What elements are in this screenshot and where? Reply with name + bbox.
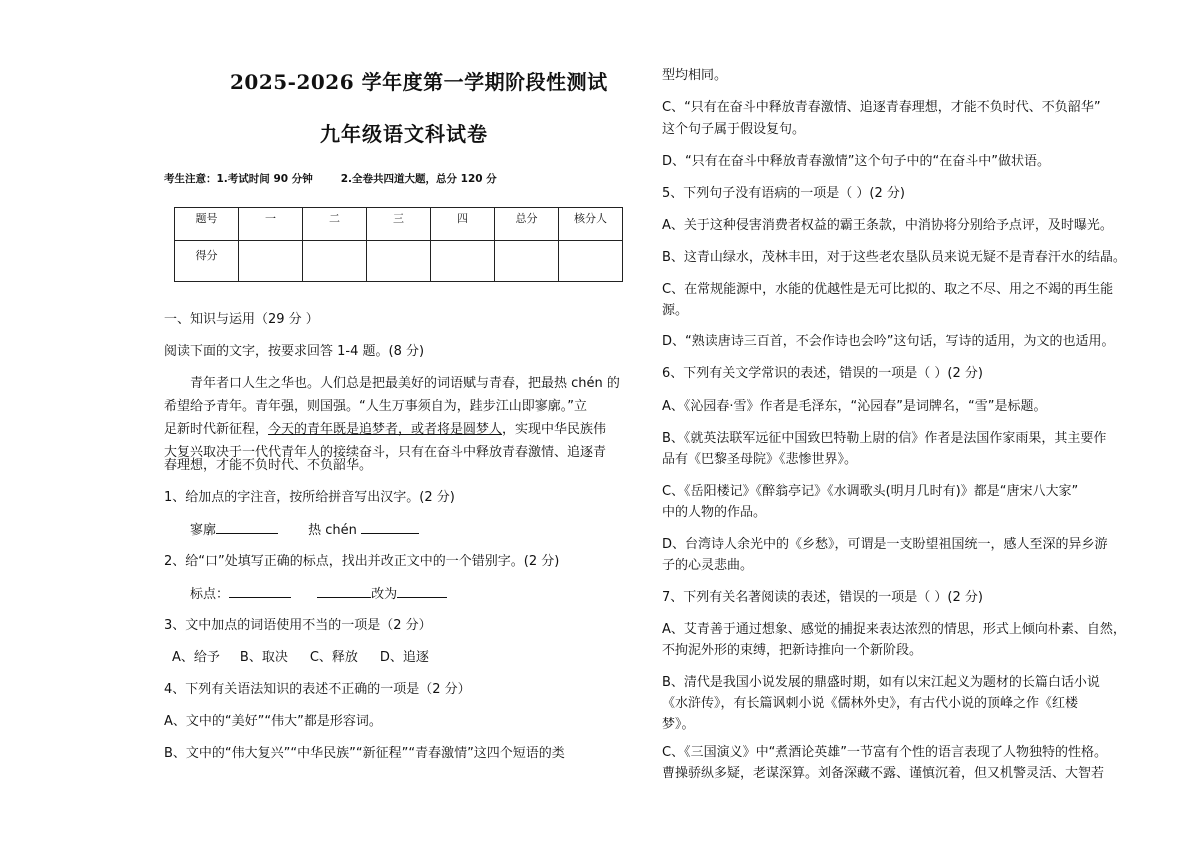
right-line: A、《沁园春·雪》作者是毛泽东，“沁园春”是词牌名，“雪”是标题。 [662, 399, 1047, 414]
score-cell [367, 241, 431, 282]
right-line: B、这青山绿水，茂林丰田，对于这些老农垦队员来说无疑不是青春汗水的结晶。 [662, 250, 1126, 265]
right-line: D、“只有在奋斗中释放青春激情”这个句子中的“在奋斗中”做状语。 [662, 154, 1050, 169]
question-6: 6、下列有关文学常识的表述，错误的一项是（ ）(2 分) [662, 366, 983, 381]
exam-notice [164, 171, 525, 186]
right-line: C、“只有在奋斗中释放青春激情、追逐青春理想，才能不负时代、不负韶华” [662, 100, 1101, 115]
section-heading: 一、知识与运用（29 分 ） [164, 312, 319, 327]
passage-text: ，实现中华民族伟 [502, 422, 607, 437]
right-line: B、《就英法联军远征中国致巴特勒上尉的信》作者是法国作家雨果，其主要作 [662, 431, 1107, 446]
q1-answer-blank-b[interactable] [361, 521, 419, 534]
notice-total: 2.全卷共四道大题，总分 120 分 [340, 173, 497, 185]
passage-text: 足新时代新征程， [164, 422, 269, 437]
right-line: 品有《巴黎圣母院》《悲惨世界》。 [662, 452, 858, 467]
score-cell [495, 241, 559, 282]
passage-line: 希望给予青年。青年强，则国强。“人生万事须自为，跬步江山即寥廓。”立 [164, 399, 587, 414]
question-4-option-b: B、文中的“伟大复兴”“中华民族”“新征程”“青春激情”这四个短语的类 [164, 746, 565, 761]
right-line: 源。 [662, 303, 689, 318]
passage-line [164, 421, 606, 439]
notice-time: 考生注意：1.考试时间 90 分钟 [164, 173, 313, 185]
question-1-answers [190, 521, 419, 540]
question-4-option-a: A、文中的“美好”“伟大”都是形容词。 [164, 714, 382, 729]
score-cell [303, 241, 367, 282]
right-line: 曹操骄纵多疑，老谋深算。刘备深藏不露、谨慎沉着，但又机警灵活、大智若 [662, 766, 1105, 781]
question-1: 1、给加点的字注音，按所给拼音写出汉字。(2 分) [164, 490, 455, 505]
right-line: 这个句子属于假设复句。 [662, 122, 806, 137]
q1-item-b-label: 热 chén [308, 523, 357, 538]
q2-correct-char-blank[interactable] [397, 585, 447, 598]
q1-answer-blank-a[interactable] [216, 521, 278, 534]
q3-option-c: C、释放 [309, 650, 358, 665]
score-header-cell: 题号 [175, 208, 239, 241]
q3-option-b: B、取决 [239, 650, 288, 665]
score-row-label: 得分 [175, 241, 239, 282]
reading-instruction: 阅读下面的文字，按要求回答 1-4 题。(8 分) [164, 344, 425, 359]
right-line: 梦》。 [662, 717, 695, 732]
score-header-cell: 一 [239, 208, 303, 241]
question-4: 4、下列有关语法知识的表述不正确的一项是（2 分） [164, 682, 471, 697]
right-line: C、《三国演义》中“煮酒论英雄”一节富有个性的语言表现了人物独特的性格。 [662, 745, 1108, 760]
right-line: D、“熟读唐诗三百首，不会作诗也会吟”这句话，写诗的适用，为文的也适用。 [662, 334, 1115, 349]
exam-subtitle: 九年级语文科试卷 [320, 122, 488, 146]
right-line: 中的人物的作品。 [662, 505, 767, 520]
right-line: C、《岳阳楼记》《醉翁亭记》《水调歌头(明月几时有)》都是“唐宋八大家” [662, 484, 1079, 499]
question-7: 7、下列有关名著阅读的表述，错误的一项是（ ）(2 分) [662, 590, 983, 605]
score-header-cell: 四 [431, 208, 495, 241]
score-cell [559, 241, 623, 282]
passage-line: 青年者口人生之华也。人们总是把最美好的词语赋与青春，把最热 chén 的 [190, 376, 620, 391]
q2-punct-label: 标点： [190, 587, 230, 602]
question-2: 2、给“口”处填写正确的标点，找出并改正文中的一个错别字。(2 分) [164, 554, 560, 569]
question-2-answers [190, 585, 447, 604]
right-line: 子的心灵悲曲。 [662, 558, 754, 573]
right-line: D、台湾诗人余光中的《乡愁》，可谓是一支盼望祖国统一，感人至深的异乡游 [662, 537, 1108, 552]
score-header-cell: 核分人 [559, 208, 623, 241]
score-header-cell: 二 [303, 208, 367, 241]
right-line: 不拘泥外形的束缚，把新诗推向一个新阶段。 [662, 643, 923, 658]
passage-line: 大复兴取决于一代代青年人的接续奋斗，只有在奋斗中释放青春激情、追逐青 [164, 445, 607, 460]
score-table-score-row [175, 241, 623, 282]
passage-underlined-text: 今天的青年既是追梦者，或者将是圆梦人 [268, 422, 503, 437]
q1-item-a-label: 寥廓 [190, 523, 217, 538]
passage-line: 春理想，才能不负时代、不负韶华。 [164, 458, 373, 473]
right-line: 《水浒传》，有长篇讽刺小说《儒林外史》，有古代小说的顶峰之作《红楼 [662, 696, 1079, 711]
question-3: 3、文中加点的词语使用不当的一项是（2 分） [164, 618, 432, 633]
q2-wrong-char-blank[interactable] [317, 585, 371, 598]
exam-title: 2025-2026 学年度第一学期阶段性测试 [230, 70, 608, 94]
q3-option-d: D、追逐 [379, 650, 429, 665]
score-table [174, 207, 623, 282]
score-header-cell: 总分 [495, 208, 559, 241]
right-line: A、关于这种侵害消费者权益的霸王条款，中消协将分别给予点评，及时曝光。 [662, 218, 1113, 233]
right-line: 型均相同。 [662, 68, 728, 83]
q2-correct-label: 改为 [371, 587, 398, 602]
score-header-cell: 三 [367, 208, 431, 241]
score-table-header-row [175, 208, 623, 241]
question-3-options [172, 649, 429, 667]
right-line: A、艾青善于通过想象、感觉的捕捉来表达浓烈的情思，形式上倾向朴素、自然， [662, 622, 1126, 637]
question-5: 5、下列句子没有语病的一项是（ ）(2 分) [662, 186, 905, 201]
right-line: B、清代是我国小说发展的鼎盛时期，如有以宋江起义为题材的长篇白话小说 [662, 675, 1100, 690]
score-cell [431, 241, 495, 282]
score-cell [239, 241, 303, 282]
q3-option-a: A、给予 [172, 650, 220, 665]
q2-punct-blank[interactable] [229, 585, 291, 598]
right-line: C、在常规能源中，水能的优越性是无可比拟的、取之不尽、用之不竭的再生能 [662, 282, 1114, 297]
